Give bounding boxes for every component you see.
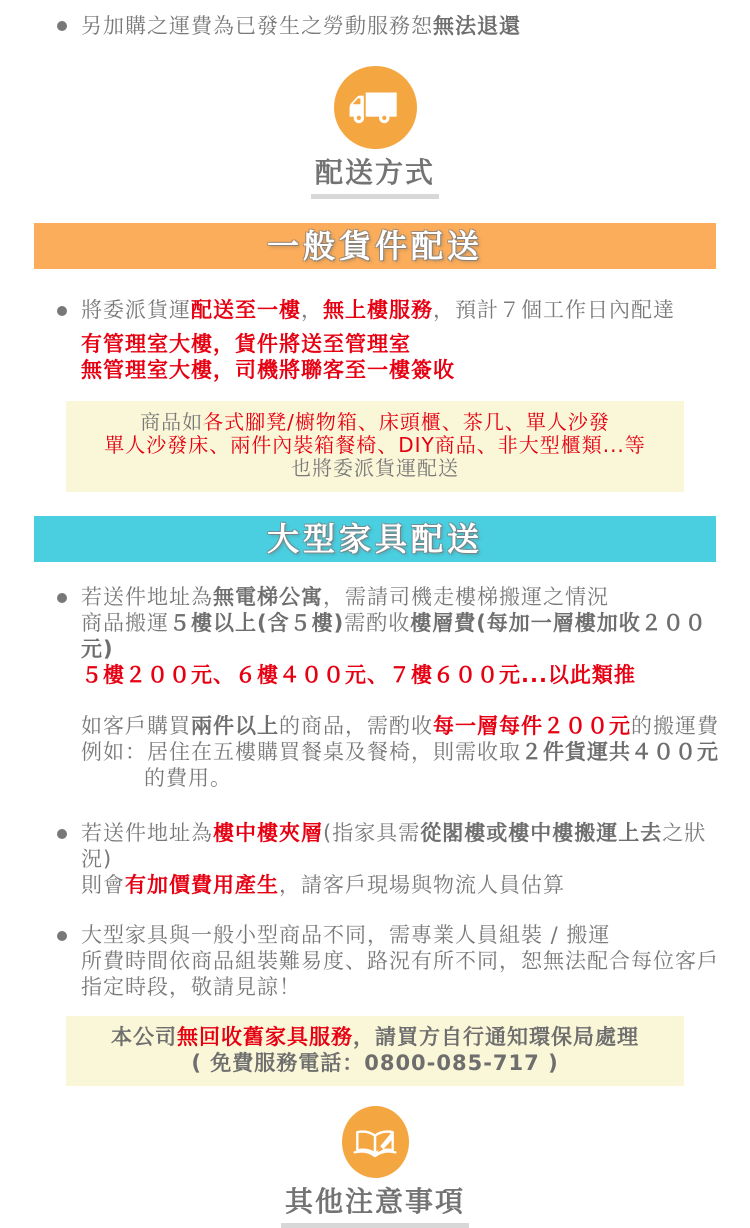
stairs-line-1: 若送件地址為無電梯公寓，需請司機走樓梯搬運之情況 xyxy=(81,585,609,609)
assembly-line-1: 大型家具與一般小型商品不同，需專業人員組裝 / 搬運 xyxy=(81,923,611,947)
other-notes-heading: 其他注意事項 xyxy=(281,1187,469,1228)
stairs-fee-bullet xyxy=(0,584,750,688)
has-office-line: 有管理室大樓，貨件將送至管理室 xyxy=(81,332,411,356)
general-delivery-banner: 一般貨件配送 xyxy=(34,223,716,269)
book-pen-glyph xyxy=(349,1116,401,1168)
bullet-icon xyxy=(57,829,67,839)
bullet-icon xyxy=(57,593,67,603)
stairs-line-2: 商品搬運５樓以上(含５樓)需酌收樓層費(每加一層樓加收２００元) xyxy=(81,611,707,661)
no-recycle-note-box xyxy=(66,1016,684,1086)
general-delivery-text: 將委派貨運配送至一樓，無上樓服務，預計７個工作日內配達 xyxy=(81,298,675,322)
assembly-line-3: 指定時段，敬請見諒！ xyxy=(81,975,301,999)
mezzanine-line-1: 若送件地址為樓中樓夾層(指家具需從閣樓或樓中樓搬運上去之狀況) xyxy=(81,821,707,871)
fee-line-3: 的費用。 xyxy=(144,766,232,790)
note-line: 單人沙發床、兩件內裝箱餐椅、DIY商品、非大型櫃類...等 xyxy=(104,433,646,457)
top-note xyxy=(0,0,750,39)
bullet-icon xyxy=(57,931,67,941)
recycle-line-1: 本公司無回收舊家具服務，請買方自行通知環保局處理 xyxy=(111,1025,639,1049)
assembly-bullet xyxy=(0,922,750,1000)
book-pen-icon xyxy=(342,1106,409,1178)
mezzanine-line-2: 則會有加價費用產生，請客戶現場與物流人員估算 xyxy=(81,873,565,897)
recycle-line-2: ( 免費服務電話：0800-085-717 ) xyxy=(191,1051,559,1075)
top-note-text: 另加購之運費為已發生之勞動服務恕無法退還 xyxy=(81,14,521,38)
no-office-line: 無管理室大樓，司機將聯客至一樓簽收 xyxy=(81,358,455,382)
fee-line-1: 如客戶購買兩件以上的商品，需酌收每一層每件２００元的搬運費 xyxy=(81,714,719,738)
general-delivery-bullet xyxy=(0,297,750,323)
note-line: 也將委派貨運配送 xyxy=(291,456,459,480)
delivery-method-heading: 配送方式 xyxy=(311,158,439,199)
truck-icon xyxy=(334,66,417,149)
truck-glyph xyxy=(344,77,406,139)
bullet-icon xyxy=(57,306,67,316)
multi-item-fee-paragraph xyxy=(0,713,750,791)
general-items-note-box xyxy=(66,401,684,492)
fee-line-2: 例如：居住在五樓購買餐桌及餐椅，則需收取２件貨運共４００元 xyxy=(81,740,719,764)
assembly-line-2: 所費時間依商品組裝難易度、路況有所不同，恕無法配合每位客戶 xyxy=(81,949,719,973)
bullet-icon xyxy=(57,21,67,31)
mezzanine-bullet xyxy=(0,820,750,898)
note-line: 商品如各式腳凳/櫥物箱、床頭櫃、茶几、單人沙發 xyxy=(140,410,610,434)
large-furniture-banner: 大型家具配送 xyxy=(34,516,716,562)
stairs-line-3: ５樓２００元、６樓４００元、７樓６００元...以此類推 xyxy=(81,663,636,687)
management-office-notes xyxy=(0,331,750,383)
